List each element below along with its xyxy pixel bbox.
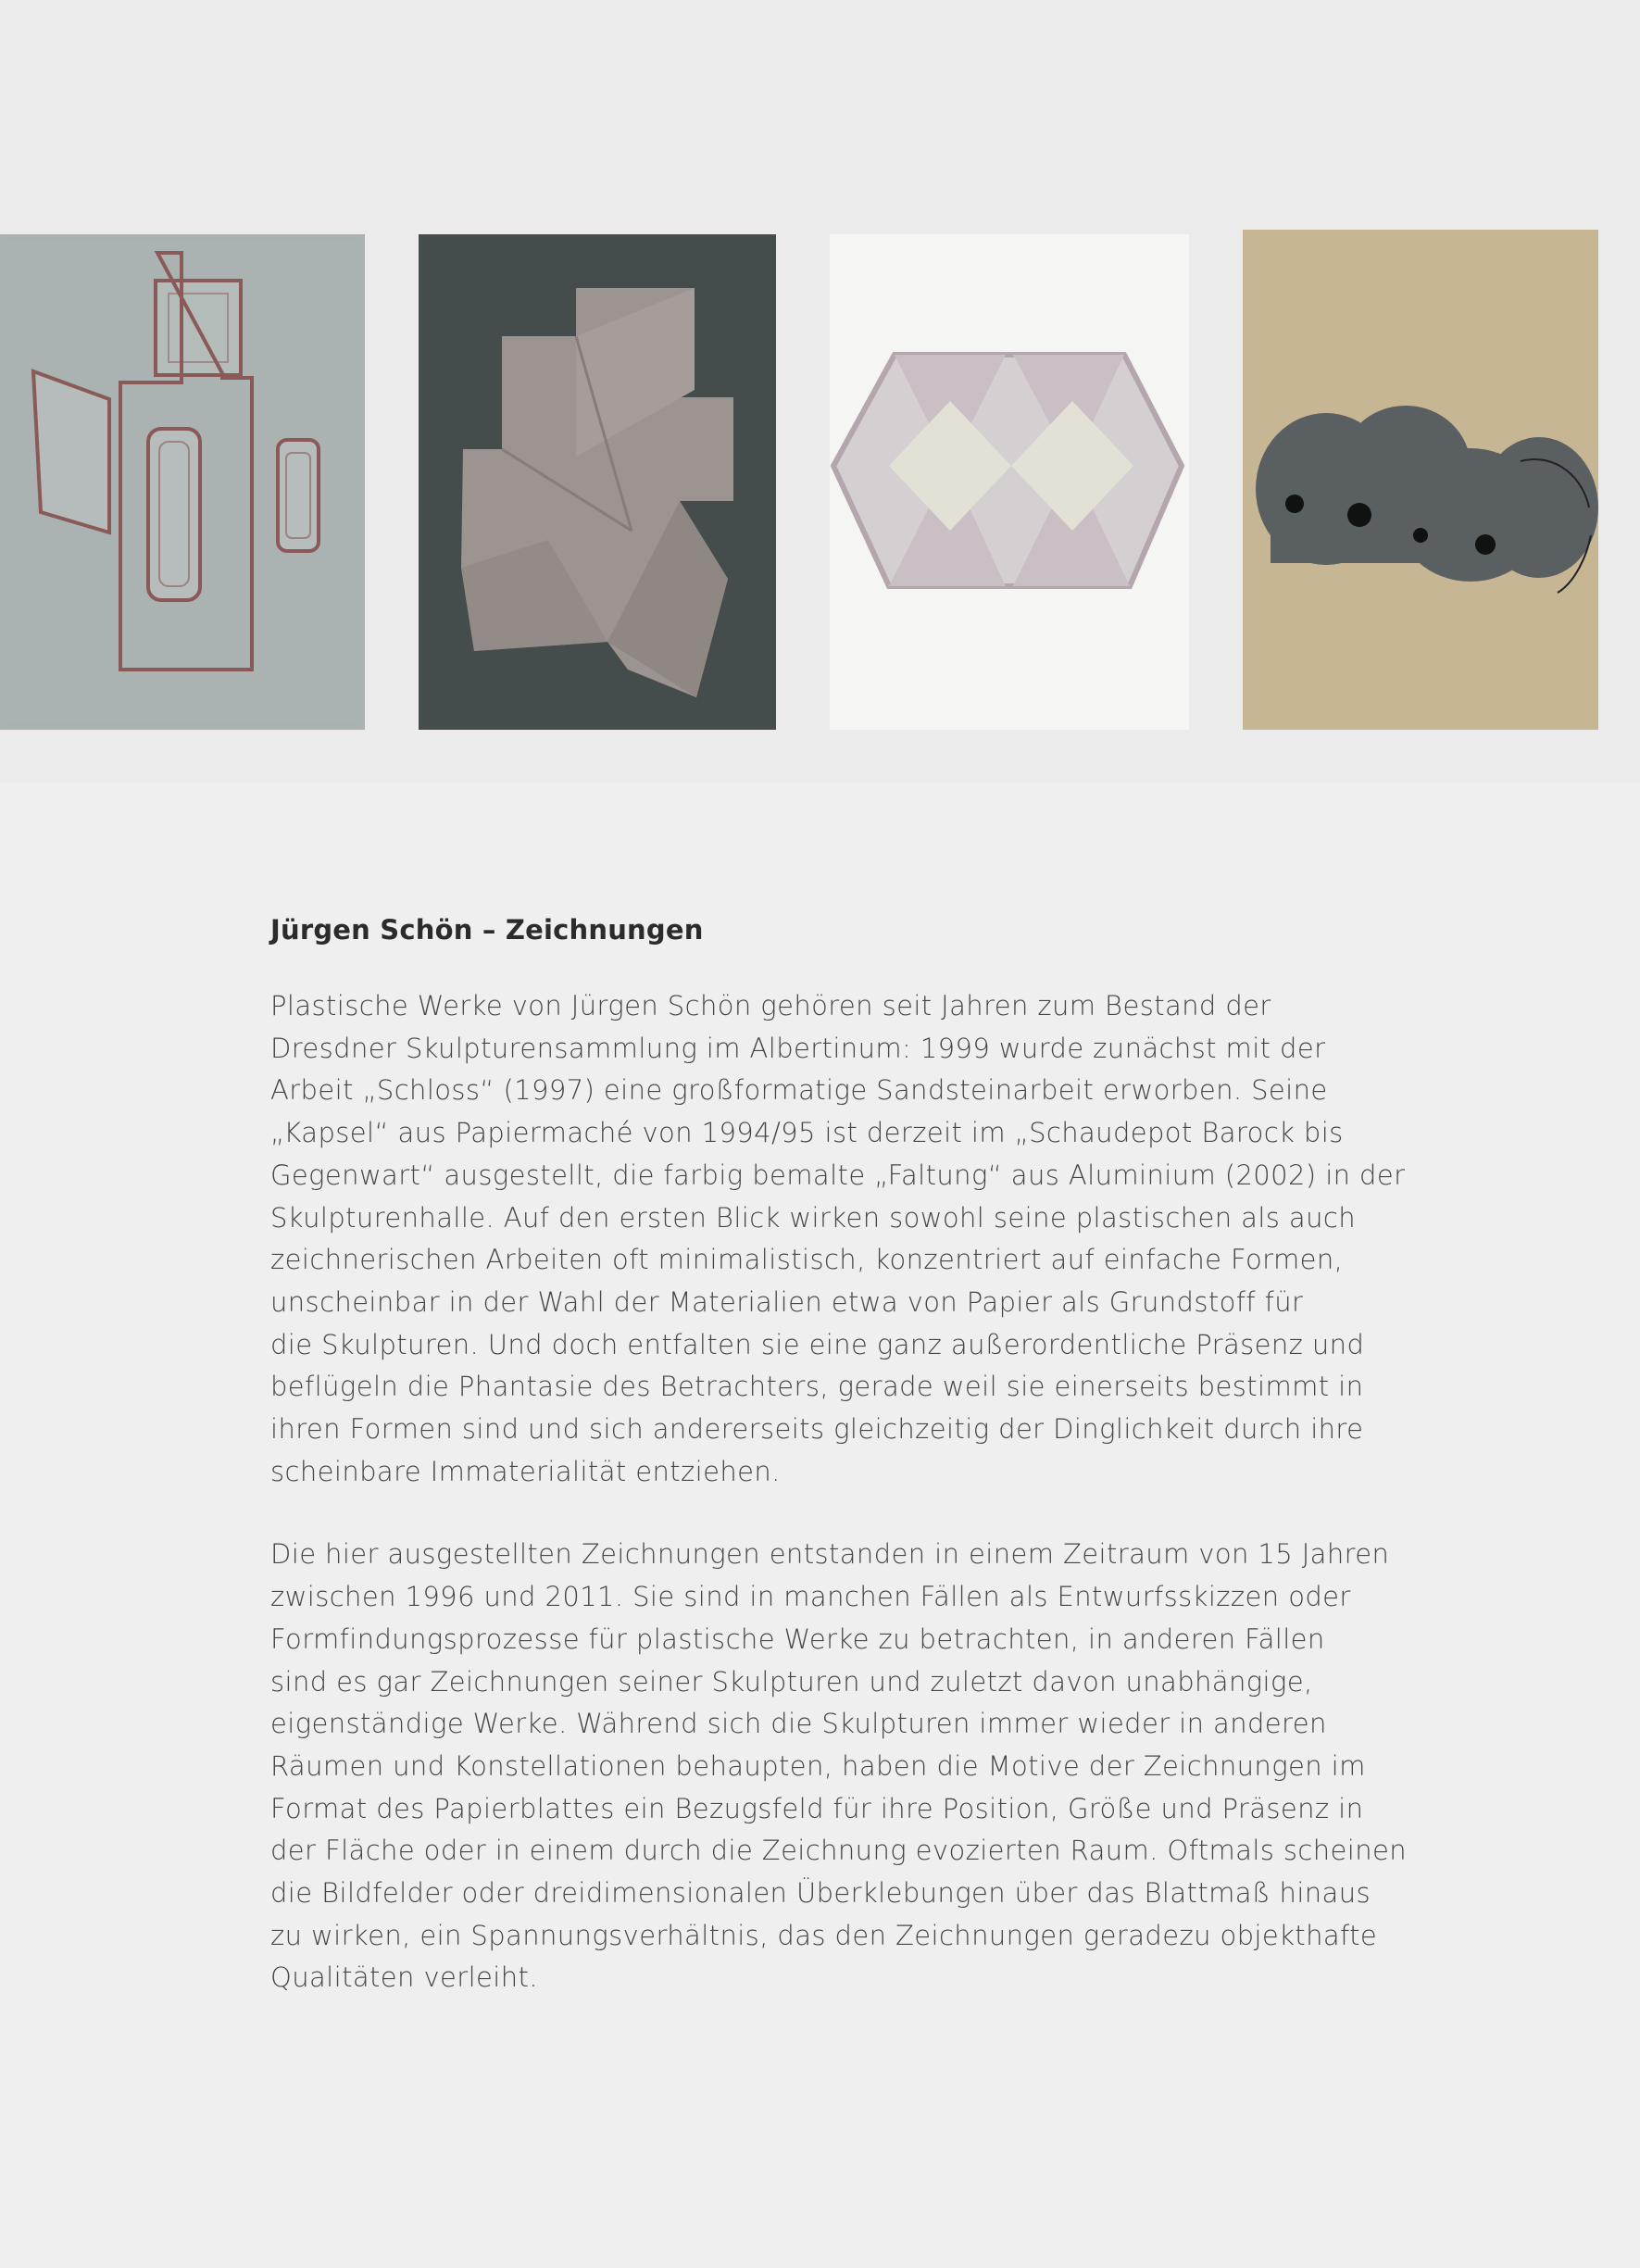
paragraph-line: ihren Formen sind und sich andererseits gleichzeitig der Dinglichkeit durch ihre bbox=[270, 1413, 1364, 1446]
artwork-4-cloud-drawing bbox=[1243, 230, 1598, 730]
paragraph-line: Skulpturenhalle. Auf den ersten Blick wirken sowohl seine plastischen als auch bbox=[270, 1201, 1356, 1234]
paragraph-line: sind es gar Zeichnungen seiner Skulpturen und zuletzt davon unabhängige, bbox=[270, 1665, 1313, 1698]
paragraph-line: eigenständige Werke. Während sich die Skulpturen immer wieder in anderen bbox=[270, 1708, 1327, 1740]
paragraph-line: zwischen 1996 und 2011. Sie sind in manchen Fällen als Entwurfsskizzen oder bbox=[270, 1581, 1351, 1613]
paragraph-line: beflügeln die Phantasie des Betrachters, gerade weil sie einerseits bestimmt in bbox=[270, 1371, 1364, 1403]
paragraph-line: Räumen und Konstellationen behaupten, haben die Motive der Zeichnungen im bbox=[270, 1749, 1366, 1782]
paragraph-line: „Kapsel“ aus Papiermaché von 1994/95 ist derzeit im „Schaudepot Barock bis bbox=[270, 1117, 1344, 1149]
artwork-band bbox=[0, 0, 1640, 783]
paragraph-line: scheinbare Immaterialität entziehen. bbox=[270, 1455, 781, 1487]
document-title: Jürgen Schön – Zeichnungen bbox=[270, 914, 704, 946]
paragraph-line: Qualitäten verleiht. bbox=[270, 1961, 538, 1994]
paragraph-line: Formfindungsprozesse für plastische Werke zu betrachten, in anderen Fällen bbox=[270, 1623, 1325, 1655]
paragraph-line: Plastische Werke von Jürgen Schön gehören seit Jahren zum Bestand der bbox=[270, 990, 1271, 1021]
paragraph-line: die Bildfelder oder dreidimensionalen Überklebungen über das Blattmaß hinaus bbox=[270, 1877, 1371, 1910]
paragraph-line: die Skulpturen. Und doch entfalten sie eine ganz außerordentliche Präsenz und bbox=[270, 1328, 1365, 1360]
paragraph-line: der Fläche oder in einem durch die Zeichnung evozierten Raum. Oftmals scheinen bbox=[270, 1835, 1408, 1867]
paragraph-line: unscheinbar in der Wahl der Materialien etwa von Papier als Grundstoff für bbox=[270, 1285, 1304, 1318]
paragraph-line: zu wirken, ein Spannungsverhältnis, das den Zeichnungen geradezu objekthafte bbox=[270, 1919, 1378, 1951]
paragraph-2 bbox=[270, 1534, 1408, 1999]
text-block bbox=[270, 906, 1408, 2040]
paragraph-line: zeichnerischen Arbeiten oft minimalistisch, konzentriert auf einfache Formen, bbox=[270, 1244, 1344, 1276]
artwork-3-faceted-drawing bbox=[830, 234, 1189, 730]
paragraph-line: Die hier ausgestellten Zeichnungen entstanden in einem Zeitraum von 15 Jahren bbox=[270, 1538, 1390, 1571]
artwork-1-grey-collage bbox=[0, 234, 365, 730]
paragraph-line: Gegenwart“ ausgestellt, die farbig bemalte „Faltung“ aus Aluminium (2002) in der bbox=[270, 1159, 1406, 1191]
paragraph-line: Dresdner Skulpturensammlung im Albertinum: 1999 wurde zunächst mit der bbox=[270, 1032, 1326, 1064]
paragraph-line: Format des Papierblattes ein Bezugsfeld für ihre Position, Größe und Präsenz in bbox=[270, 1792, 1364, 1824]
paragraph-1 bbox=[270, 985, 1406, 1493]
paragraph-line: Arbeit „Schloss“ (1997) eine großformatige Sandsteinarbeit erworben. Seine bbox=[270, 1074, 1328, 1107]
artwork-2-dark-folding bbox=[419, 234, 776, 730]
